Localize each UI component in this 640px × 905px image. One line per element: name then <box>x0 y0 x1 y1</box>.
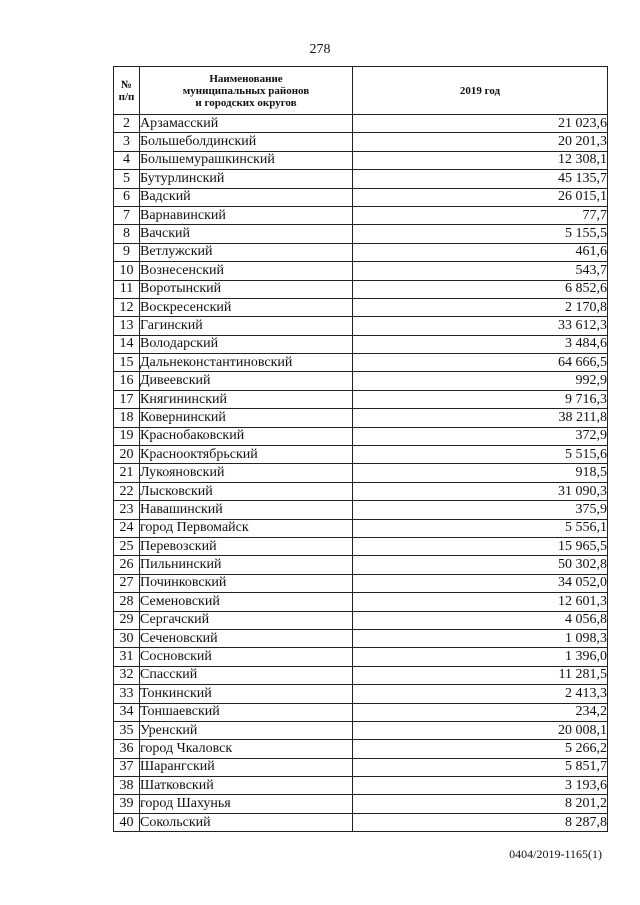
row-number-cell: 26 <box>114 556 140 574</box>
table-row <box>114 758 608 776</box>
value-2019-cell: 64 666,5 <box>353 354 608 372</box>
row-number-cell: 38 <box>114 777 140 795</box>
district-name-cell: Варнавинский <box>140 206 353 224</box>
value-2019-cell: 5 266,2 <box>353 740 608 758</box>
district-name-cell: Дальнеконстантиновский <box>140 354 353 372</box>
row-number-cell: 27 <box>114 574 140 592</box>
table-row <box>114 390 608 408</box>
value-2019-cell: 8 287,8 <box>353 813 608 831</box>
row-number-cell: 7 <box>114 206 140 224</box>
table-row <box>114 721 608 739</box>
value-2019-cell: 372,9 <box>353 427 608 445</box>
row-number-cell: 9 <box>114 243 140 261</box>
district-name-cell: Тоншаевский <box>140 703 353 721</box>
row-number-cell: 15 <box>114 354 140 372</box>
district-name-cell: Починковский <box>140 574 353 592</box>
district-name-cell: город Шахунья <box>140 795 353 813</box>
district-name-cell: Краснобаковский <box>140 427 353 445</box>
district-name-cell: Сокольский <box>140 813 353 831</box>
table-row <box>114 206 608 224</box>
table-row <box>114 427 608 445</box>
district-name-cell: город Первомайск <box>140 519 353 537</box>
table-row <box>114 243 608 261</box>
district-name-cell: Володарский <box>140 335 353 353</box>
district-name-cell: Вадский <box>140 188 353 206</box>
district-name-cell: Лукояновский <box>140 464 353 482</box>
row-number-cell: 22 <box>114 482 140 500</box>
row-number-cell: 35 <box>114 721 140 739</box>
table-row <box>114 372 608 390</box>
column-header-name-line1: Наименование <box>209 72 283 85</box>
table-row <box>114 611 608 629</box>
district-name-cell: Воскресенский <box>140 298 353 316</box>
row-number-cell: 4 <box>114 151 140 169</box>
district-name-cell: Краснооктябрьский <box>140 446 353 464</box>
row-number-cell: 23 <box>114 501 140 519</box>
value-2019-cell: 992,9 <box>353 372 608 390</box>
district-name-cell: город Чкаловск <box>140 740 353 758</box>
column-header-year: 2019 год <box>353 67 608 115</box>
value-2019-cell: 4 056,8 <box>353 611 608 629</box>
district-name-cell: Шарангский <box>140 758 353 776</box>
table-row <box>114 593 608 611</box>
value-2019-cell: 3 193,6 <box>353 777 608 795</box>
column-header-number-line2: п/п <box>118 90 135 103</box>
value-2019-cell: 2 170,8 <box>353 298 608 316</box>
district-name-cell: Большеболдинский <box>140 133 353 151</box>
column-header-number <box>114 67 140 115</box>
table-row <box>114 464 608 482</box>
row-number-cell: 28 <box>114 593 140 611</box>
value-2019-cell: 3 484,6 <box>353 335 608 353</box>
row-number-cell: 33 <box>114 685 140 703</box>
value-2019-cell: 5 851,7 <box>353 758 608 776</box>
district-name-cell: Сосновский <box>140 648 353 666</box>
district-name-cell: Ветлужский <box>140 243 353 261</box>
district-name-cell: Перевозский <box>140 537 353 555</box>
row-number-cell: 40 <box>114 813 140 831</box>
table-row <box>114 629 608 647</box>
row-number-cell: 30 <box>114 629 140 647</box>
district-name-cell: Семеновский <box>140 593 353 611</box>
value-2019-cell: 45 135,7 <box>353 170 608 188</box>
value-2019-cell: 38 211,8 <box>353 409 608 427</box>
district-name-cell: Княгининский <box>140 390 353 408</box>
value-2019-cell: 21 023,6 <box>353 115 608 133</box>
row-number-cell: 18 <box>114 409 140 427</box>
row-number-cell: 37 <box>114 758 140 776</box>
value-2019-cell: 50 302,8 <box>353 556 608 574</box>
value-2019-cell: 918,5 <box>353 464 608 482</box>
value-2019-cell: 234,2 <box>353 703 608 721</box>
table-row <box>114 115 608 133</box>
value-2019-cell: 34 052,0 <box>353 574 608 592</box>
district-name-cell: Большемурашкинский <box>140 151 353 169</box>
district-name-cell: Гагинский <box>140 317 353 335</box>
row-number-cell: 17 <box>114 390 140 408</box>
district-name-cell: Сеченовский <box>140 629 353 647</box>
value-2019-cell: 9 716,3 <box>353 390 608 408</box>
table-row <box>114 501 608 519</box>
table-row <box>114 317 608 335</box>
district-name-cell: Лысковский <box>140 482 353 500</box>
table-row <box>114 556 608 574</box>
row-number-cell: 20 <box>114 446 140 464</box>
column-header-name-line3: и городских округов <box>195 96 297 109</box>
table-row <box>114 740 608 758</box>
district-name-cell: Спасский <box>140 666 353 684</box>
row-number-cell: 2 <box>114 115 140 133</box>
table-row <box>114 813 608 831</box>
value-2019-cell: 2 413,3 <box>353 685 608 703</box>
value-2019-cell: 15 965,5 <box>353 537 608 555</box>
column-header-name <box>140 67 353 115</box>
row-number-cell: 3 <box>114 133 140 151</box>
column-header-number-line1: № <box>120 78 133 91</box>
table-row <box>114 354 608 372</box>
table-row <box>114 519 608 537</box>
table-row <box>114 280 608 298</box>
value-2019-cell: 26 015,1 <box>353 188 608 206</box>
row-number-cell: 24 <box>114 519 140 537</box>
value-2019-cell: 8 201,2 <box>353 795 608 813</box>
table-row <box>114 335 608 353</box>
value-2019-cell: 12 601,3 <box>353 593 608 611</box>
district-name-cell: Воротынский <box>140 280 353 298</box>
table-row <box>114 409 608 427</box>
row-number-cell: 29 <box>114 611 140 629</box>
table-row <box>114 648 608 666</box>
table-row <box>114 777 608 795</box>
table-row <box>114 666 608 684</box>
table-row <box>114 151 608 169</box>
district-name-cell: Уренский <box>140 721 353 739</box>
table-row <box>114 795 608 813</box>
row-number-cell: 14 <box>114 335 140 353</box>
row-number-cell: 16 <box>114 372 140 390</box>
row-number-cell: 5 <box>114 170 140 188</box>
value-2019-cell: 33 612,3 <box>353 317 608 335</box>
value-2019-cell: 1 396,0 <box>353 648 608 666</box>
row-number-cell: 6 <box>114 188 140 206</box>
district-name-cell: Пильнинский <box>140 556 353 574</box>
table-row <box>114 703 608 721</box>
column-header-name-line2: муниципальных районов <box>182 84 310 97</box>
value-2019-cell: 5 515,6 <box>353 446 608 464</box>
district-name-cell: Сергачский <box>140 611 353 629</box>
table-header-row <box>114 67 608 115</box>
value-2019-cell: 77,7 <box>353 206 608 224</box>
value-2019-cell: 12 308,1 <box>353 151 608 169</box>
row-number-cell: 39 <box>114 795 140 813</box>
table-row <box>114 133 608 151</box>
value-2019-cell: 6 852,6 <box>353 280 608 298</box>
value-2019-cell: 31 090,3 <box>353 482 608 500</box>
row-number-cell: 19 <box>114 427 140 445</box>
district-name-cell: Шатковский <box>140 777 353 795</box>
district-name-cell: Ковернинский <box>140 409 353 427</box>
value-2019-cell: 20 201,3 <box>353 133 608 151</box>
table-row <box>114 188 608 206</box>
table-row <box>114 574 608 592</box>
table-row <box>114 685 608 703</box>
row-number-cell: 13 <box>114 317 140 335</box>
value-2019-cell: 5 155,5 <box>353 225 608 243</box>
page-number: 278 <box>309 42 331 57</box>
value-2019-cell: 461,6 <box>353 243 608 261</box>
value-2019-cell: 375,9 <box>353 501 608 519</box>
row-number-cell: 11 <box>114 280 140 298</box>
value-2019-cell: 5 556,1 <box>353 519 608 537</box>
table-row <box>114 537 608 555</box>
document-code: 0404/2019-1165(1) <box>509 847 602 861</box>
table-row <box>114 225 608 243</box>
allocation-table <box>113 66 608 832</box>
district-name-cell: Вознесенский <box>140 262 353 280</box>
table-row <box>114 170 608 188</box>
district-name-cell: Вачский <box>140 225 353 243</box>
row-number-cell: 10 <box>114 262 140 280</box>
table-row <box>114 482 608 500</box>
district-name-cell: Дивеевский <box>140 372 353 390</box>
district-name-cell: Арзамасский <box>140 115 353 133</box>
table-row <box>114 446 608 464</box>
row-number-cell: 8 <box>114 225 140 243</box>
value-2019-cell: 11 281,5 <box>353 666 608 684</box>
row-number-cell: 32 <box>114 666 140 684</box>
value-2019-cell: 543,7 <box>353 262 608 280</box>
row-number-cell: 36 <box>114 740 140 758</box>
value-2019-cell: 1 098,3 <box>353 629 608 647</box>
table-row <box>114 298 608 316</box>
table-row <box>114 262 608 280</box>
row-number-cell: 21 <box>114 464 140 482</box>
table-body <box>114 115 608 832</box>
value-2019-cell: 20 008,1 <box>353 721 608 739</box>
district-name-cell: Бутурлинский <box>140 170 353 188</box>
row-number-cell: 25 <box>114 537 140 555</box>
district-name-cell: Навашинский <box>140 501 353 519</box>
district-name-cell: Тонкинский <box>140 685 353 703</box>
row-number-cell: 12 <box>114 298 140 316</box>
row-number-cell: 34 <box>114 703 140 721</box>
row-number-cell: 31 <box>114 648 140 666</box>
